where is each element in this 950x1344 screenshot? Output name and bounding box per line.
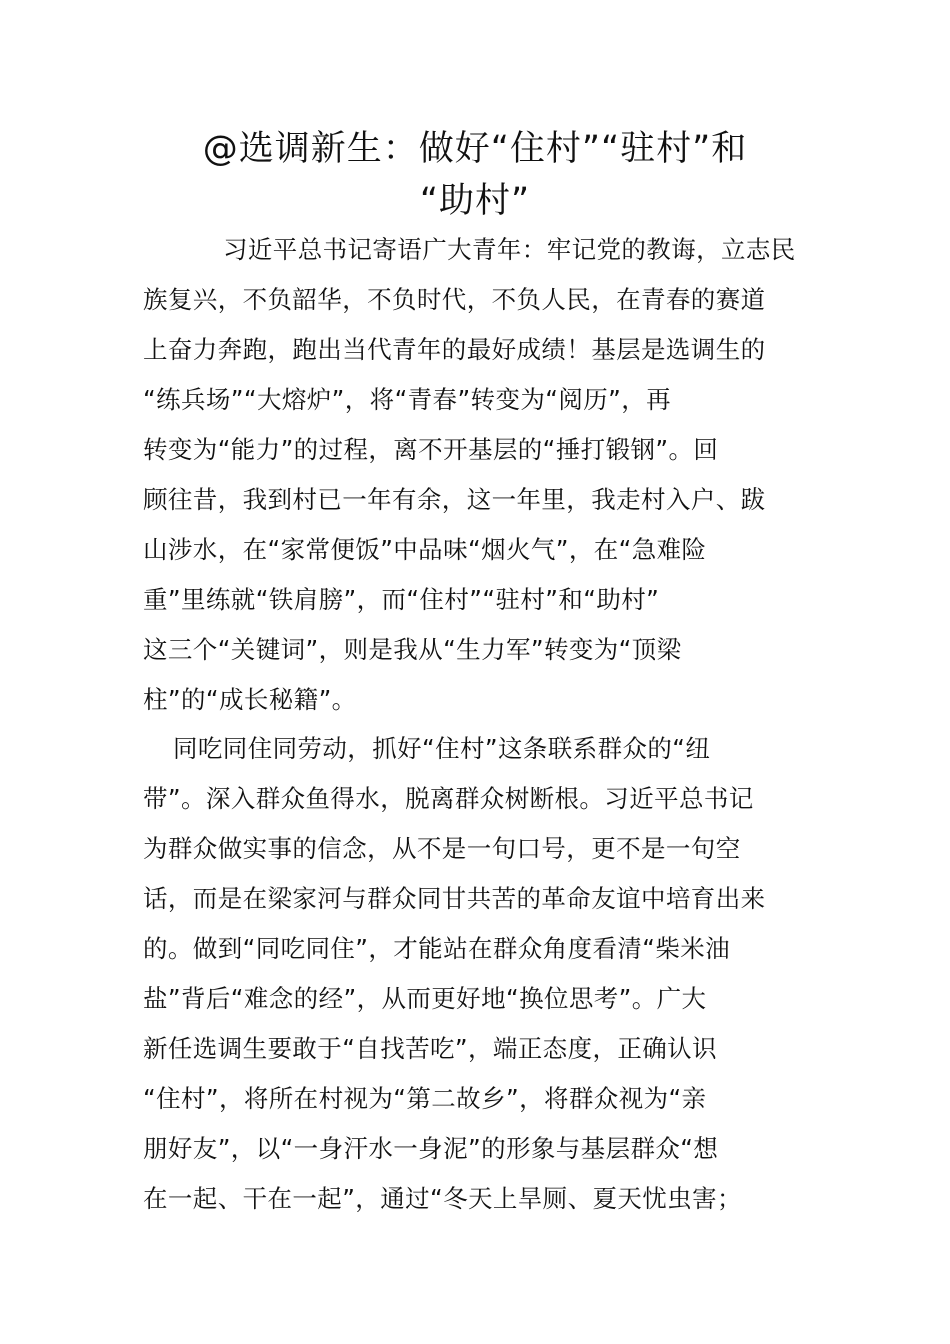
paragraph-1 [143,225,813,725]
paragraph-2-line: 带”。深入群众鱼得水，脱离群众树断根。习近平总书记 [143,784,754,813]
paragraph-1-line: “练兵场”“大熔炉”，将“青春”转变为“阅历”，再 [143,385,672,414]
paragraph-1-line: 习近平总书记寄语广大青年：牢记党的教诲，立志民 [223,235,796,264]
paragraph-1-line: 顾往昔，我到村已一年有余，这一年里，我走村入户、跋 [143,485,766,514]
paragraph-1-line: 上奋力奔跑，跑出当代青年的最好成绩！基层是选调生的 [143,335,766,364]
paragraph-2-line: 为群众做实事的信念，从不是一句口号，更不是一句空 [143,834,741,863]
paragraph-2-line: “住村”，将所在村视为“第二故乡”，将群众视为“亲 [143,1084,707,1113]
paragraph-2-line: 同吃同住同劳动，抓好“住村”这条联系群众的“纽 [173,734,711,763]
paragraph-1-line: 这三个“关键词”，则是我从“生力军”转变为“顶梁 [143,635,682,664]
paragraph-2-line: 的。做到“同吃同住”，才能站在群众角度看清“柴米油 [143,934,731,963]
paragraph-1-line: 山涉水，在“家常便饭”中品味“烟火气”，在“急难险 [143,535,707,564]
paragraph-2-line: 盐”背后“难念的经”，从而更好地“换位思考”。广大 [143,984,707,1013]
paragraph-2-line: 朋好友”，以“一身汗水一身泥”的形象与基层群众“想 [143,1134,719,1163]
paragraph-1-line: 族复兴，不负韶华，不负时代，不负人民，在青春的赛道 [143,285,766,314]
paragraph-2-line: 在一起、干在一起”，通过“冬天上旱厕、夏天忧虫害； [143,1184,742,1213]
paragraph-2-line: 新任选调生要敢于“自找苦吃”，端正态度，正确认识 [143,1034,717,1063]
paragraph-1-line: 重”里练就“铁肩膀”，而“住村”“驻村”和“助村” [143,585,660,614]
paragraph-2 [143,724,813,1224]
document-title-line-1: @选调新生：做好“住村”“驻村”和 [202,129,748,169]
paragraph-2-line: 话，而是在梁家河与群众同甘共苦的革命友谊中培育出来 [143,884,766,913]
document-title-line-2: “助村” [419,181,531,221]
paragraph-1-line: 转变为“能力”的过程，离不开基层的“捶打锻钢”。回 [143,435,719,464]
paragraph-1-line: 柱”的“成长秘籍”。 [143,685,357,714]
